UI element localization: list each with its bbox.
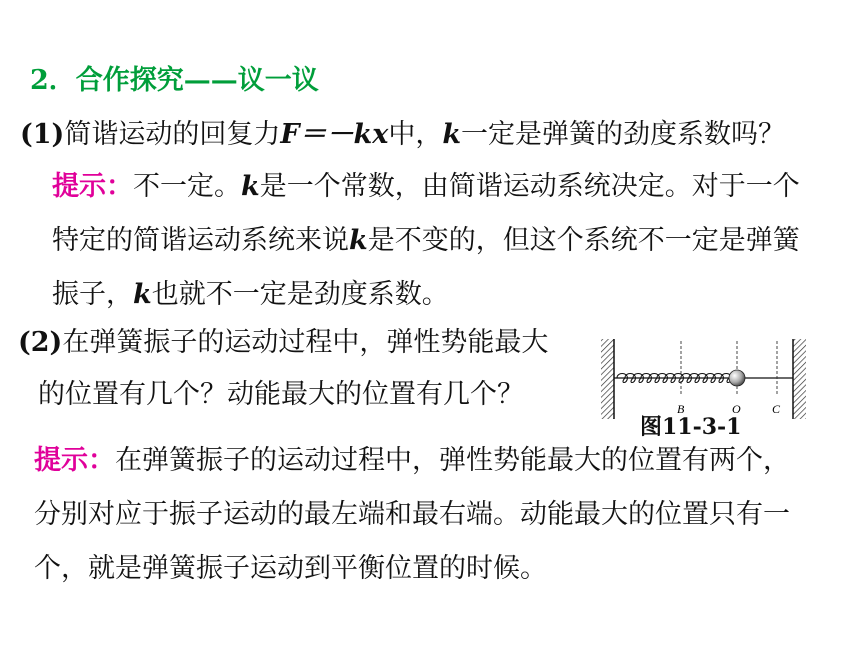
question-2-text-1: 在弹簧振子的运动过程中，弹性势能最大	[62, 327, 549, 358]
answer-2-text-3: 个，就是弹簧振子运动到平衡位置的时候。	[34, 553, 547, 584]
section-heading	[30, 64, 319, 98]
hint-label-2: 提示：	[34, 445, 115, 476]
question-1-text-b: 中，	[388, 119, 443, 150]
question-2-line-1	[18, 326, 548, 360]
answer-1-text-2b: 是不变的，但这个系统不一定是弹簧	[367, 225, 800, 256]
heading-number: 2．	[30, 65, 76, 96]
question-1-label: (1)	[20, 119, 65, 150]
question-1	[20, 118, 785, 152]
left-wall	[601, 339, 614, 419]
label-o: O	[732, 402, 741, 416]
answer-1-k-1: k	[241, 171, 260, 202]
answer-1-line-3	[52, 278, 449, 312]
right-wall	[793, 339, 806, 419]
answer-2-line-1	[34, 444, 790, 478]
question-2-label: (2)	[18, 327, 63, 358]
answer-1-line-2	[52, 224, 800, 258]
answer-1-line-1	[52, 170, 800, 204]
answer-1-text-3b: 也就不一定是劲度系数。	[151, 279, 449, 310]
question-1-text-a: 简谐运动的回复力	[64, 119, 281, 150]
answer-1-text-3a: 振子，	[52, 279, 133, 310]
answer-1-k-3: k	[133, 279, 152, 310]
question-1-text-c: 一定是弹簧的劲度系数吗？	[461, 119, 786, 150]
figure-caption: 图11-3-1	[640, 414, 742, 440]
answer-2-text-1: 在弹簧振子的运动过程中，弹性势能最大的位置有两个，	[115, 445, 790, 476]
answer-1-text-1a: 不一定。	[133, 171, 241, 202]
answer-1-text-2a: 特定的简谐运动系统来说	[52, 225, 349, 256]
question-2-text-2: 的位置有几个？动能最大的位置有几个？	[38, 379, 524, 410]
answer-2-line-3	[34, 552, 547, 586]
question-1-k: k	[442, 119, 462, 150]
answer-2-line-2	[34, 498, 790, 532]
hint-label-1: 提示：	[52, 171, 133, 202]
answer-1-text-1b: 是一个常数，由简谐运动系统决定。对于一个	[259, 171, 800, 202]
question-2-line-2	[38, 378, 524, 412]
answer-1-k-2: k	[349, 225, 368, 256]
label-b: B	[677, 402, 685, 416]
oscillator-ball	[729, 370, 745, 386]
label-c: C	[772, 402, 781, 416]
heading-text: 合作探究——议一议	[75, 65, 319, 96]
answer-2-text-2: 分别对应于振子运动的最左端和最右端。动能最大的位置只有一	[34, 499, 790, 530]
question-1-formula: F＝－kx	[280, 119, 389, 150]
